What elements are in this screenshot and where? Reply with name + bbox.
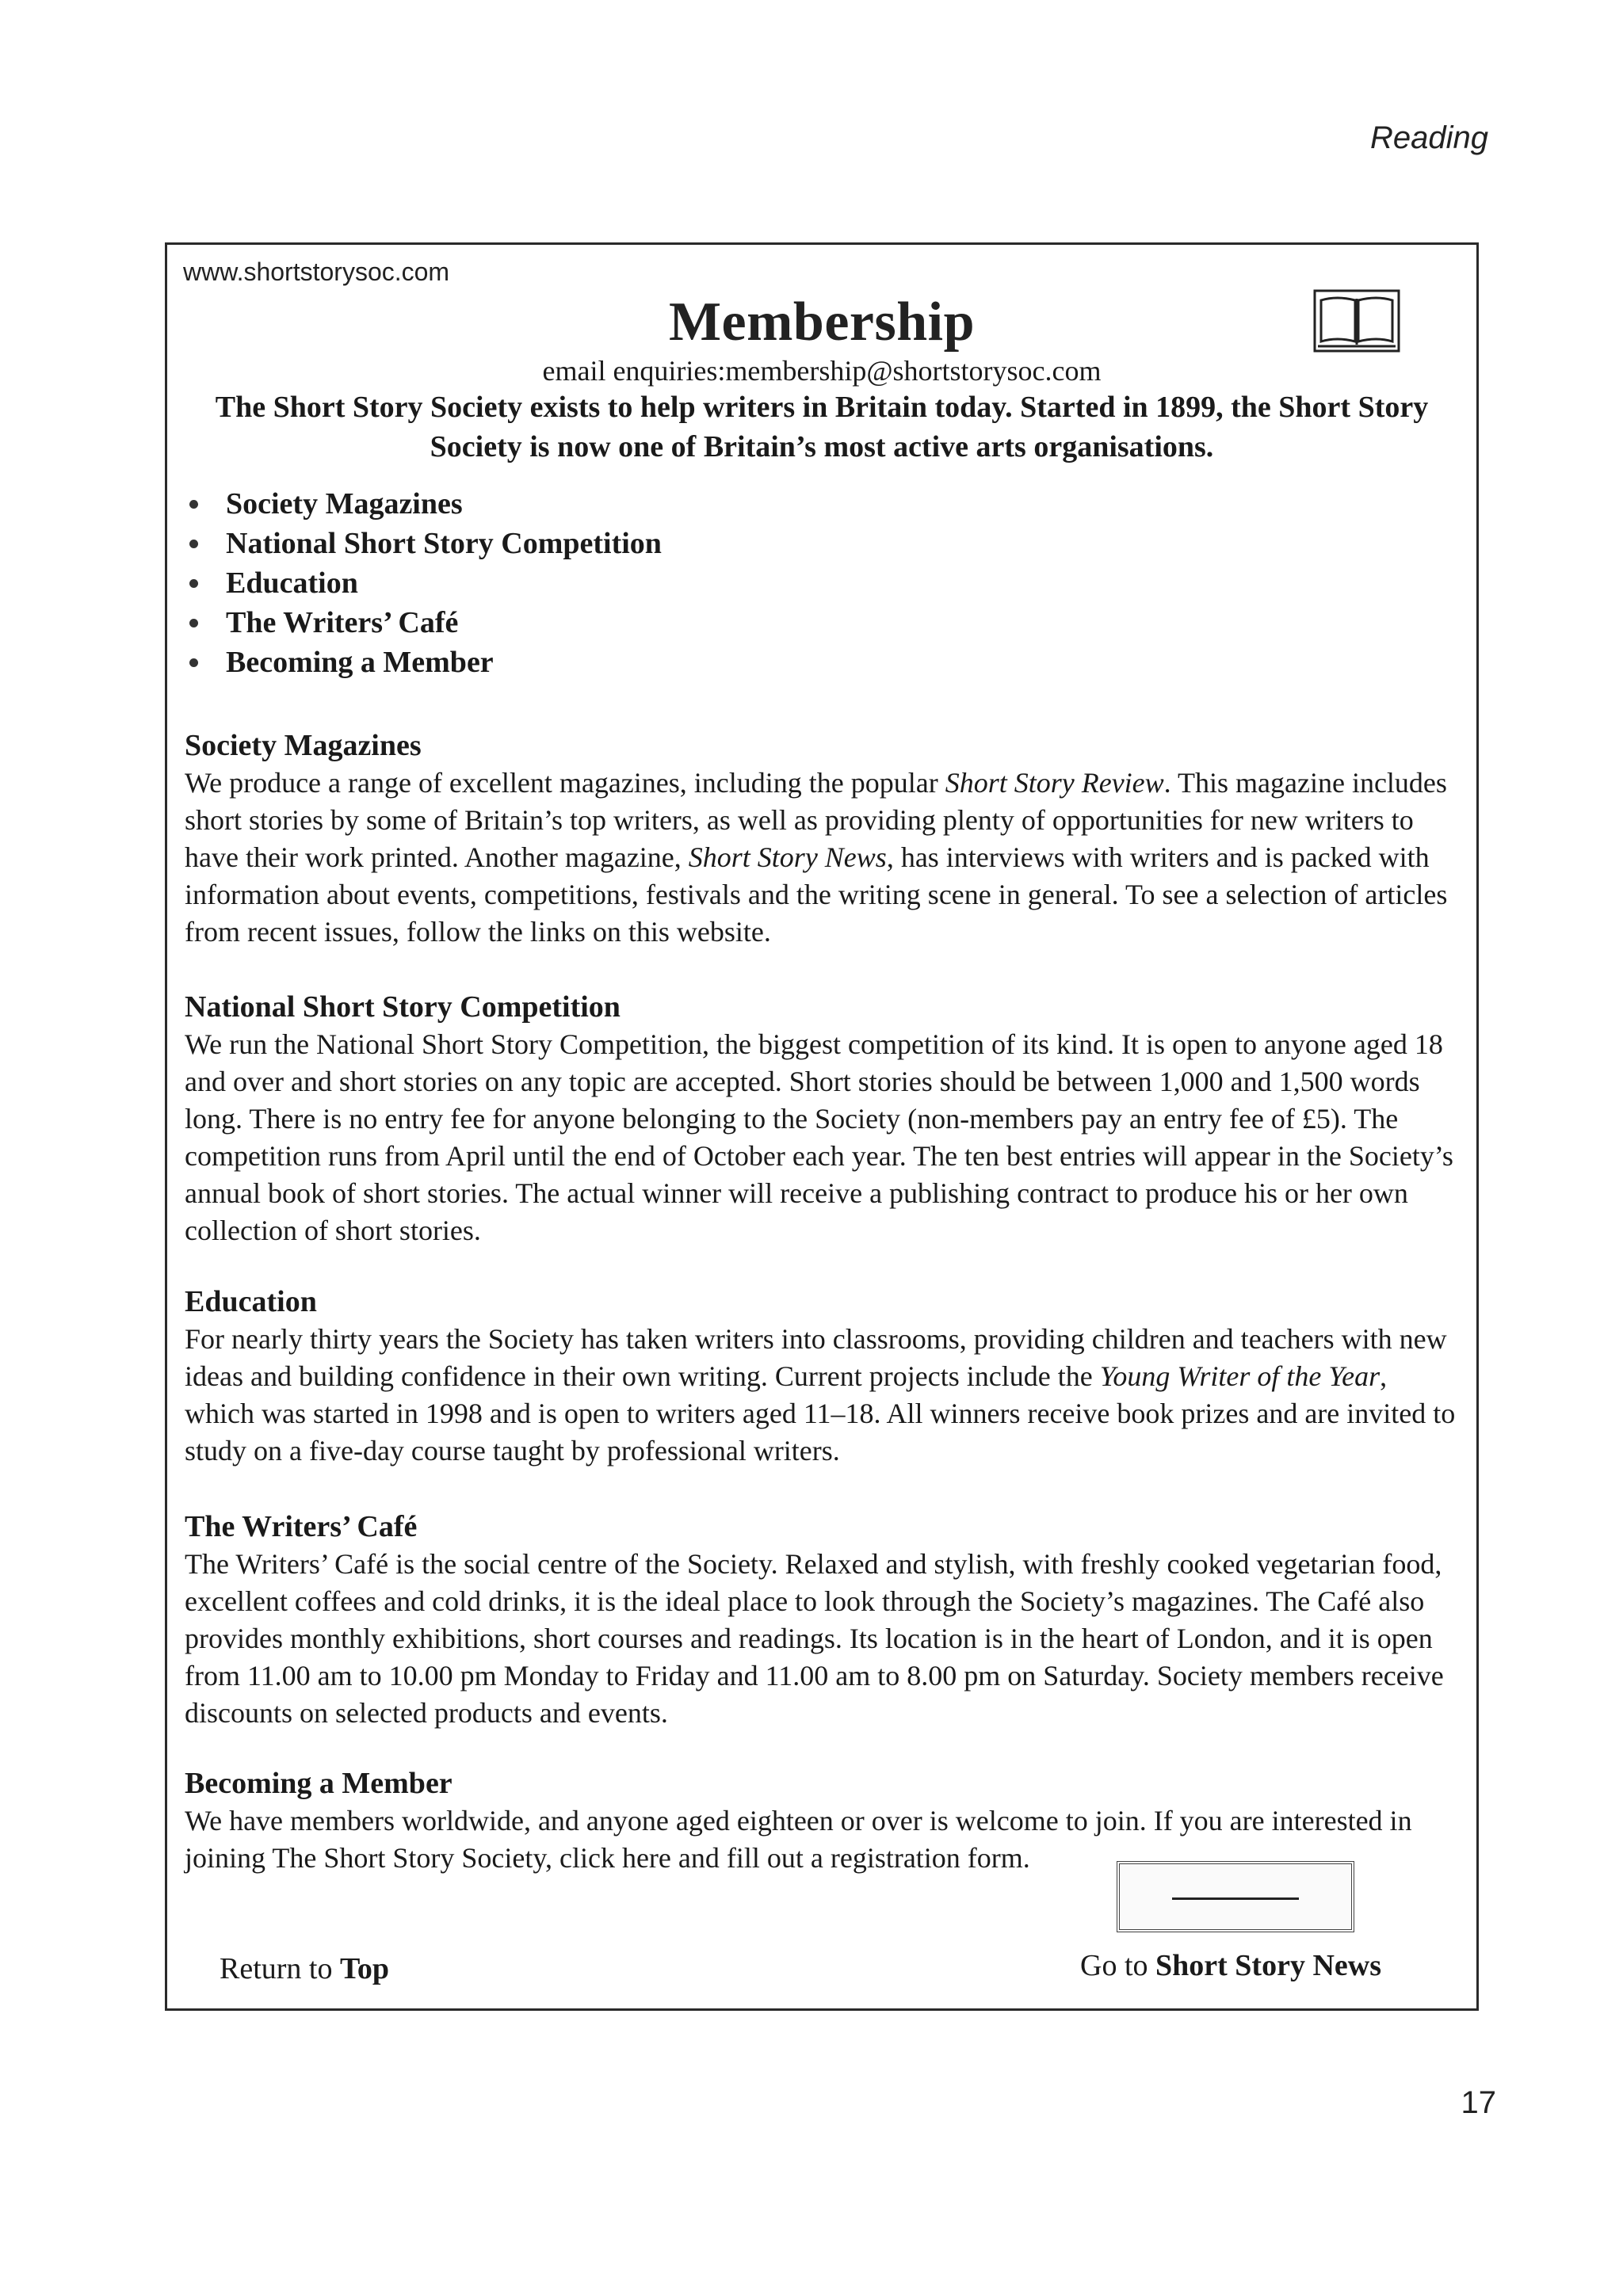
intro-text: The Short Story Society exists to help writers in Britain today. Started in 1899, the Short Story Society is now one of Britain’s most active arts organisations.	[215, 391, 1429, 463]
section-cafe	[185, 1508, 1464, 1732]
section-text: For nearly thirty years the Society has taken writers into classrooms, providing children and teachers with new ideas and building confidence in their own writing. Current projects include the Young Writer of the Year, which was started in 1998 and is open to writers aged 11–18. All winners receive book prizes and are invited to study on a five-day course taught by professional writers.	[185, 1323, 1456, 1466]
running-head: Reading	[1369, 120, 1488, 155]
section-heading: Education	[185, 1285, 317, 1318]
menu-item-competition[interactable]: National Short Story Competition	[183, 524, 662, 563]
section-heading: The Writers’ Café	[185, 1510, 418, 1543]
bullet-icon	[189, 658, 198, 667]
go-to-news-link[interactable]: Go to Short Story News	[1080, 1949, 1381, 1982]
page-url[interactable]: www.shortstorysoc.com	[183, 257, 450, 286]
bullet-icon	[189, 500, 198, 509]
top-link-text: Top	[339, 1952, 389, 1985]
menu-item-cafe[interactable]: The Writers’ Café	[183, 603, 662, 643]
section-heading: Society Magazines	[185, 729, 422, 762]
section-heading: National Short Story Competition	[185, 990, 621, 1024]
registration-button[interactable]	[1117, 1861, 1354, 1932]
section-heading: Becoming a Member	[185, 1767, 453, 1800]
section-menu	[183, 484, 662, 682]
button-line	[1172, 1897, 1299, 1900]
return-to-top-link[interactable]: Return to Top	[220, 1952, 389, 1985]
menu-item-magazines[interactable]: Society Magazines	[183, 484, 662, 524]
magazine-title: Short Story News	[688, 841, 887, 873]
page-number: 17	[1461, 2085, 1496, 2120]
section-text: We produce a range of excellent magazines, including the popular Short Story Review. This magazine includes short stories by some of Britain’s top writers, as well as providing plenty of opportunities for new writers to have their work printed. Another magazine, Short Story News, has interviews with writers and is packed with information about events, competitions, festivals and the writing scene in general. To see a selection of articles from recent issues, follow the links on this website.	[185, 767, 1448, 948]
menu-item-education[interactable]: Education	[183, 563, 662, 603]
section-member	[185, 1764, 1464, 1877]
section-text: The Writers’ Café is the social centre of the Society. Relaxed and stylish, with freshly cooked vegetarian food, excellent coffees and cold drinks, it is the ideal place to look through the Society’s magazines. The Café also provides monthly exhibitions, short courses and readings. Its location is in the heart of London, and it is open from 11.00 am to 10.00 pm Monday to Friday and 11.00 am to 8.00 pm on Saturday. Society members receive discounts on selected products and events.	[185, 1548, 1444, 1729]
section-competition	[185, 988, 1464, 1249]
menu-item-member[interactable]: Becoming a Member	[183, 643, 662, 682]
email-enquiries[interactable]: email enquiries:membership@shortstorysoc.com	[542, 355, 1102, 387]
section-text: We run the National Short Story Competition, the biggest competition of its kind. It is open to anyone aged 18 and over and short stories on any topic are accepted. Short stories should be between 1,000 and 1,500 words long. There is no entry fee for anyone belonging to the Society (non-members pay an entry fee of £5). The competition runs from April until the end of October each year. The ten best entries will appear in the Society’s annual book of short stories. The actual winner will receive a publishing contract to produce his or her own collection of short stories.	[185, 1028, 1453, 1246]
project-title: Young Writer of the Year	[1099, 1360, 1381, 1392]
bullet-icon	[189, 619, 198, 627]
section-text: We have members worldwide, and anyone aged eighteen or over is welcome to join. If you are interested in joining The Short Story Society, click here and fill out a registration form.	[185, 1805, 1412, 1874]
section-education	[185, 1283, 1464, 1470]
magazine-title: Short Story Review	[945, 767, 1164, 799]
page-title: Membership	[668, 292, 976, 353]
section-magazines	[185, 727, 1464, 951]
bullet-icon	[189, 540, 198, 548]
news-link-text: Short Story News	[1155, 1949, 1381, 1982]
webpage-frame	[165, 242, 1479, 2011]
bullet-icon	[189, 579, 198, 588]
